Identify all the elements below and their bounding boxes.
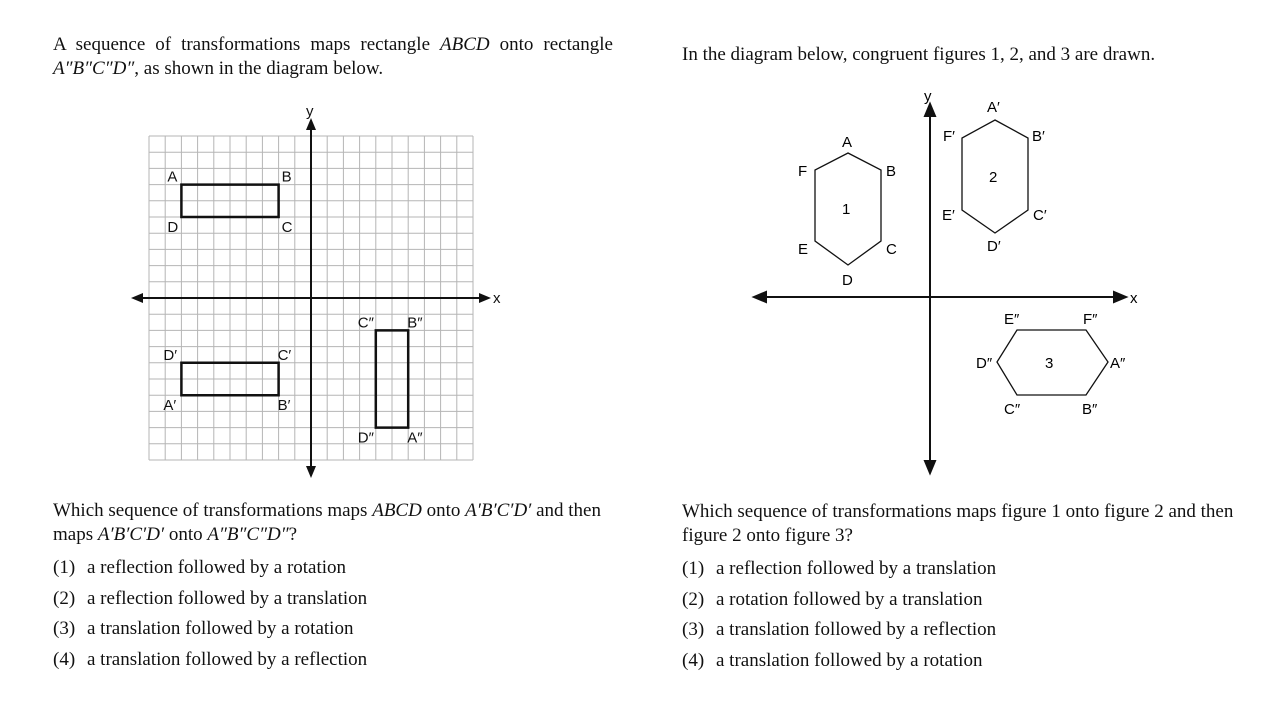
vertex-label: C″ [1004,401,1021,418]
x-axis-arrow-left [131,293,143,303]
y-axis-arrow-down [306,466,316,478]
vertex-label: B [886,163,897,180]
x-axis-arrow-right [479,293,491,303]
vertex-label: F″ [1083,311,1098,328]
choice-number: (4) [682,649,705,671]
answer-choice-4[interactable] [53,648,367,679]
x-axis-label: x [493,290,501,307]
vertex-label: C [886,241,897,258]
question-text: Which sequence of transformations maps figure 1 onto figure 2 and then figure 2 onto figure 3? [682,501,1234,546]
figure-number-label: 3 [1045,355,1054,372]
choice-number: (1) [53,557,76,578]
question-text: Which sequence of transformations maps ABCD onto A′B′C′D′ and then maps A′B′C′D′ onto A″B″C″D″? [53,500,601,545]
vertex-label: A′ [163,397,177,415]
answer-choice-2[interactable] [53,587,367,618]
choice-text: a translation followed by a rotation [87,618,354,639]
choice-text: a reflection followed by a rotation [87,557,347,578]
vertex-label: E′ [942,207,955,224]
choice-number: (3) [682,619,705,640]
y-axis-label: y [306,103,314,120]
answer-choice-2[interactable] [682,588,996,619]
vertex-label: A′ [987,99,1000,116]
figure-number-label: 1 [842,201,851,218]
choice-text: a rotation followed by a translation [716,588,983,610]
vertex-label: A [167,168,178,186]
vertex-label: B′ [277,397,291,415]
vertex-label: D″ [357,429,374,447]
vertex-label: A [842,134,853,151]
choice-text: a translation followed by a rotation [716,649,983,671]
question-prompt: In the diagram below, congruent figures 1, 2, and 3 are drawn. [682,44,1156,65]
answer-choice-3[interactable] [53,617,367,648]
vertex-label: E [798,241,809,258]
vertex-labels [163,169,423,447]
vertex-label: A″ [407,429,423,447]
choice-text: a translation followed by a reflection [716,619,997,640]
vertex-label: F′ [943,128,955,145]
vertex-label: B″ [1082,401,1098,418]
hexagon-diagram [640,0,1280,490]
x-axis-arrow-right [1114,292,1126,302]
coordinate-grid-diagram [0,0,640,490]
vertex-label: C′ [277,346,292,364]
vertex-label: D′ [987,238,1001,255]
vertex-label: F [798,163,808,180]
choice-number: (2) [682,588,705,610]
choice-number: (1) [682,558,705,579]
answer-choices [682,557,996,679]
choice-number: (2) [53,587,76,609]
vertex-label: B′ [1032,128,1045,145]
answer-choice-1[interactable] [53,556,367,587]
answer-choice-4[interactable] [682,649,996,680]
x-axis-label: x [1130,290,1138,307]
vertex-label: D [167,219,179,236]
y-axis-label: y [924,88,932,105]
coordinate-axes [754,104,1126,473]
vertex-label: B″ [407,314,423,332]
x-axis-arrow-left [754,292,766,302]
figure-number-label: 2 [989,169,998,186]
coordinate-axes [131,103,501,478]
vertex-label: C′ [1033,207,1047,224]
vertex-label: D [842,272,853,289]
answer-choice-1[interactable] [682,557,996,588]
choice-number: (3) [53,618,76,639]
choice-text: a translation followed by a reflection [87,648,368,670]
question-prompt: A sequence of transformations maps rectangle ABCD onto rectangle A″B″C″D″, as shown in the diagram below. [53,34,613,79]
vertex-label: B [281,168,292,186]
y-axis-arrow-down [925,461,935,473]
vertex-label: D′ [163,346,178,364]
vertex-label: E″ [1004,311,1020,328]
vertex-label: A″ [1110,355,1126,372]
choice-number: (4) [53,648,76,670]
y-axis-arrow-up [925,104,935,116]
question-right [640,0,1280,720]
choice-text: a reflection followed by a translation [716,558,997,579]
vertex-label: D″ [976,355,993,372]
vertex-label: C [281,219,293,236]
answer-choices [53,556,367,678]
vertex-label: C″ [357,314,374,332]
choice-text: a reflection followed by a translation [87,587,368,609]
answer-choice-3[interactable] [682,618,996,649]
